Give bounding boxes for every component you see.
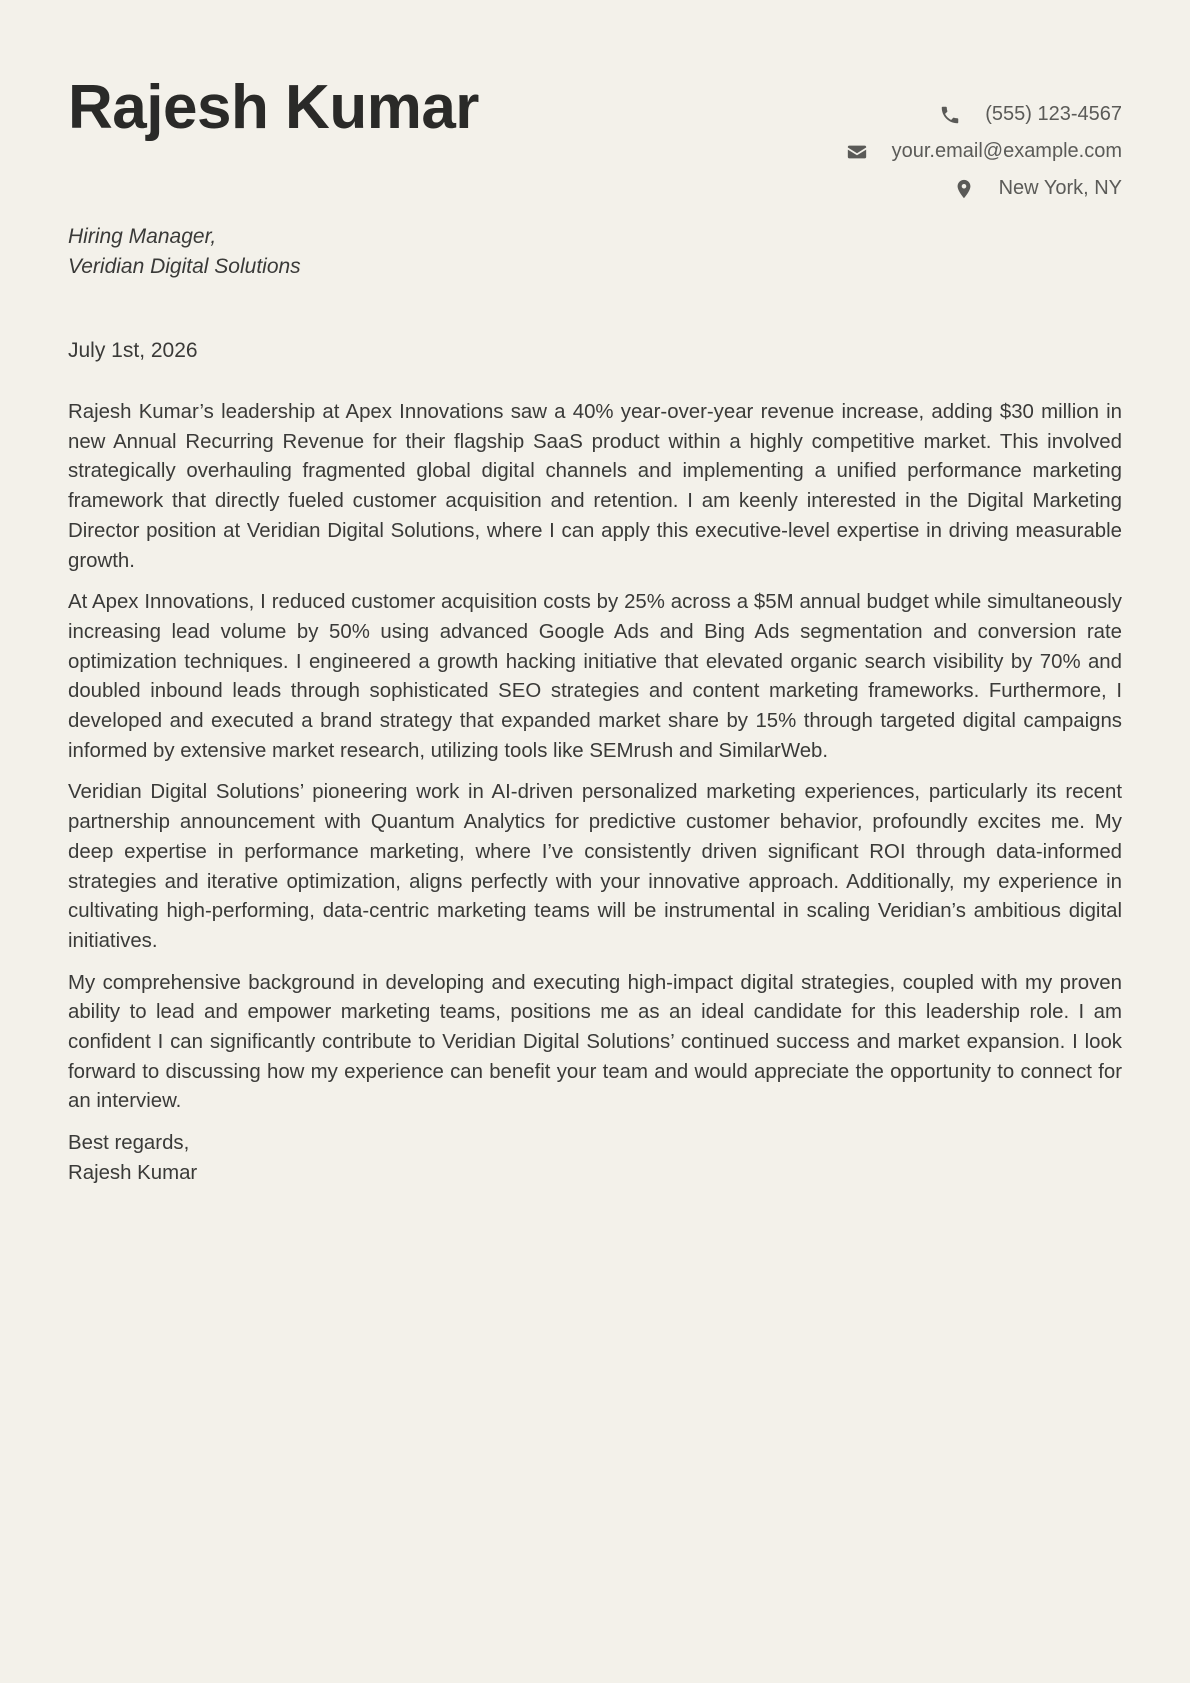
contact-info	[846, 96, 1122, 207]
envelope-icon	[846, 141, 868, 163]
recipient-title: Hiring Manager,	[68, 225, 217, 248]
body-paragraph: Rajesh Kumar’s leadership at Apex Innovations saw a 40% year-over-year revenue increase, adding $30 million in new Annual Recurring Revenue for their flagship SaaS product within a highly competitive market. This involved strategically overhauling fragmented global digital channels and implementing a unified performance marketing framework that directly fueled customer acquisition and retention. I am keenly interested in the Digital Marketing Director position at Veridian Digital Solutions, where I can apply this executive-level expertise in driving measurable growth.	[68, 401, 1122, 572]
closing-signature: Rajesh Kumar	[68, 1161, 198, 1184]
closing-salutation: Best regards,	[68, 1132, 190, 1155]
contact-phone-row	[846, 96, 1122, 133]
body-paragraph: Veridian Digital Solutions’ pioneering work in AI-driven personalized marketing experiences, particularly its recent partnership announcement with Quantum Analytics for predictive customer behavior, profoundly excites me. My deep expertise in performance marketing, where I’ve consistently driven significant ROI through data-informed strategies and iterative optimization, aligns perfectly with your innovative approach. Additionally, my experience in cultivating high-performing, data-centric marketing teams will be instrumental in scaling Veridian’s ambitious digital initiatives.	[68, 781, 1122, 952]
contact-location: New York, NY	[998, 177, 1122, 199]
body-paragraph: My comprehensive background in developing and executing high-impact digital strategies, coupled with my proven ability to lead and empower marketing teams, positions me as an ideal candidate for this leadership role. I am confident I can significantly contribute to Veridian Digital Solutions’ continued success and market expansion. I look forward to discussing how my experience can benefit your team and would appreciate the opportunity to connect for an interview.	[68, 971, 1122, 1113]
phone-icon	[939, 104, 961, 126]
recipient-company: Veridian Digital Solutions	[68, 255, 301, 278]
letter-header	[68, 0, 1122, 200]
map-pin-icon	[953, 178, 975, 200]
body-paragraph: At Apex Innovations, I reduced customer acquisition costs by 25% across a $5M annual budget while simultaneously increasing lead volume by 50% using advanced Google Ads and Bing Ads segmentation and conversion rate optimization techniques. I engineered a growth hacking initiative that elevated organic search visibility by 70% and doubled inbound leads through sophisticated SEO strategies and content marketing frameworks. Furthermore, I developed and executed a brand strategy that expanded market share by 15% through targeted digital campaigns informed by extensive market research, utilizing tools like SEMrush and SimilarWeb.	[68, 591, 1122, 762]
contact-email-row	[846, 133, 1122, 170]
letter-date: July 1st, 2026	[68, 339, 198, 362]
recipient-block	[68, 222, 1122, 282]
contact-location-row	[846, 170, 1122, 207]
applicant-name: Rajesh Kumar	[68, 73, 479, 142]
contact-phone: (555) 123-4567	[985, 103, 1122, 125]
letter-closing	[68, 1129, 1122, 1188]
letter-body	[68, 398, 1122, 1117]
contact-email: your.email@example.com	[891, 140, 1122, 162]
